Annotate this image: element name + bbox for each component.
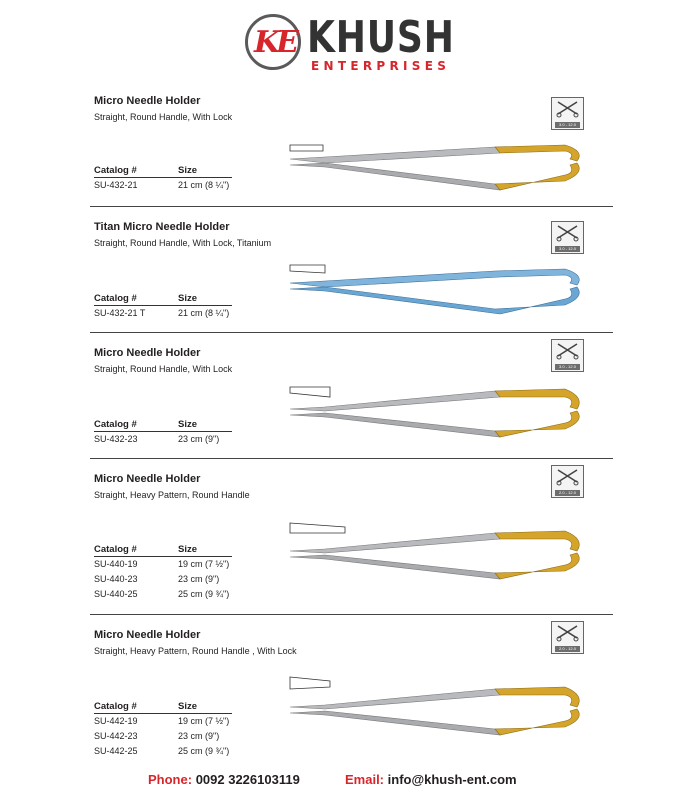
needle-holder-icon bbox=[552, 98, 583, 120]
size-header: Size bbox=[178, 165, 198, 176]
product-title: Micro Needle Holder bbox=[94, 95, 201, 107]
header-underline bbox=[94, 305, 232, 306]
jaw-size-badge bbox=[551, 465, 584, 498]
catalog-header: Catalog # bbox=[94, 544, 137, 555]
product-section bbox=[0, 473, 689, 623]
product-title: Micro Needle Holder bbox=[94, 629, 201, 641]
needle-holder-icon bbox=[552, 222, 583, 244]
needle-holder-image bbox=[285, 139, 595, 203]
logo-subtitle: ENTERPRISES bbox=[311, 59, 451, 73]
footer-phone bbox=[148, 772, 300, 787]
section-divider bbox=[90, 614, 613, 615]
size-value: 21 cm (8 ¼") bbox=[178, 180, 230, 190]
product-description: Straight, Heavy Pattern, Round Handle bbox=[94, 490, 250, 500]
needle-holder-image bbox=[285, 261, 595, 325]
product-description: Straight, Round Handle, With Lock bbox=[94, 364, 233, 374]
catalog-number: SU-432-21 T bbox=[94, 308, 146, 318]
size-header: Size bbox=[178, 293, 198, 304]
size-value: 21 cm (8 ¼") bbox=[178, 308, 230, 318]
company-logo bbox=[245, 14, 465, 76]
section-divider bbox=[90, 206, 613, 207]
catalog-number: SU-432-23 bbox=[94, 434, 138, 444]
catalog-header: Catalog # bbox=[94, 701, 137, 712]
size-value: 23 cm (9") bbox=[178, 434, 220, 444]
needle-holder-icon bbox=[552, 622, 583, 644]
catalog-header: Catalog # bbox=[94, 165, 137, 176]
size-value: 19 cm (7 ½") bbox=[178, 559, 230, 569]
badge-label: 2.0 - 12.0 bbox=[555, 490, 580, 496]
badge-label: 3.0 - 12.0 bbox=[555, 122, 580, 128]
catalog-number: SU-442-19 bbox=[94, 716, 138, 726]
jaw-size-badge bbox=[551, 97, 584, 130]
email-label: Email: bbox=[345, 772, 385, 787]
header-underline bbox=[94, 177, 232, 178]
catalog-number: SU-440-25 bbox=[94, 589, 138, 599]
product-description: Straight, Heavy Pattern, Round Handle , With Lock bbox=[94, 646, 297, 656]
needle-holder-icon bbox=[552, 340, 583, 362]
needle-holder-image bbox=[285, 521, 595, 585]
header-underline bbox=[94, 713, 232, 714]
catalog-number: SU-442-25 bbox=[94, 746, 138, 756]
size-value: 25 cm (9 ¾") bbox=[178, 746, 230, 756]
size-header: Size bbox=[178, 544, 198, 555]
jaw-size-badge bbox=[551, 621, 584, 654]
badge-label: 2.0 - 12.0 bbox=[555, 646, 580, 652]
catalog-number: SU-432-21 bbox=[94, 180, 138, 190]
product-section bbox=[0, 629, 689, 779]
catalog-header: Catalog # bbox=[94, 293, 137, 304]
header-underline bbox=[94, 431, 232, 432]
badge-label: 3.0 - 12.0 bbox=[555, 364, 580, 370]
size-value: 19 cm (7 ½") bbox=[178, 716, 230, 726]
size-header: Size bbox=[178, 701, 198, 712]
logo-wordmark: KHUSH bbox=[307, 12, 455, 63]
phone-label: Phone: bbox=[148, 772, 193, 787]
jaw-size-badge bbox=[551, 221, 584, 254]
needle-holder-image bbox=[285, 675, 595, 739]
size-value: 23 cm (9") bbox=[178, 574, 220, 584]
product-title: Micro Needle Holder bbox=[94, 347, 201, 359]
phone-number[interactable]: 0092 3226103119 bbox=[195, 772, 300, 787]
product-title: Titan Micro Needle Holder bbox=[94, 221, 230, 233]
header-underline bbox=[94, 556, 232, 557]
size-header: Size bbox=[178, 419, 198, 430]
catalog-number: SU-440-23 bbox=[94, 574, 138, 584]
needle-holder-image bbox=[285, 383, 595, 447]
logo-monogram-icon bbox=[245, 14, 301, 70]
product-description: Straight, Round Handle, With Lock, Titanium bbox=[94, 238, 272, 248]
catalog-number: SU-442-23 bbox=[94, 731, 138, 741]
size-value: 25 cm (9 ¾") bbox=[178, 589, 230, 599]
logo-monogram: KE bbox=[254, 25, 295, 60]
catalog-header: Catalog # bbox=[94, 419, 137, 430]
catalog-number: SU-440-19 bbox=[94, 559, 138, 569]
section-divider bbox=[90, 332, 613, 333]
email-address[interactable]: info@khush-ent.com bbox=[387, 772, 517, 787]
needle-holder-icon bbox=[552, 466, 583, 488]
jaw-size-badge bbox=[551, 339, 584, 372]
footer-email bbox=[345, 772, 517, 787]
section-divider bbox=[90, 458, 613, 459]
product-description: Straight, Round Handle, With Lock bbox=[94, 112, 233, 122]
size-value: 23 cm (9") bbox=[178, 731, 220, 741]
badge-label: 3.0 - 12.0 bbox=[555, 246, 580, 252]
product-title: Micro Needle Holder bbox=[94, 473, 201, 485]
